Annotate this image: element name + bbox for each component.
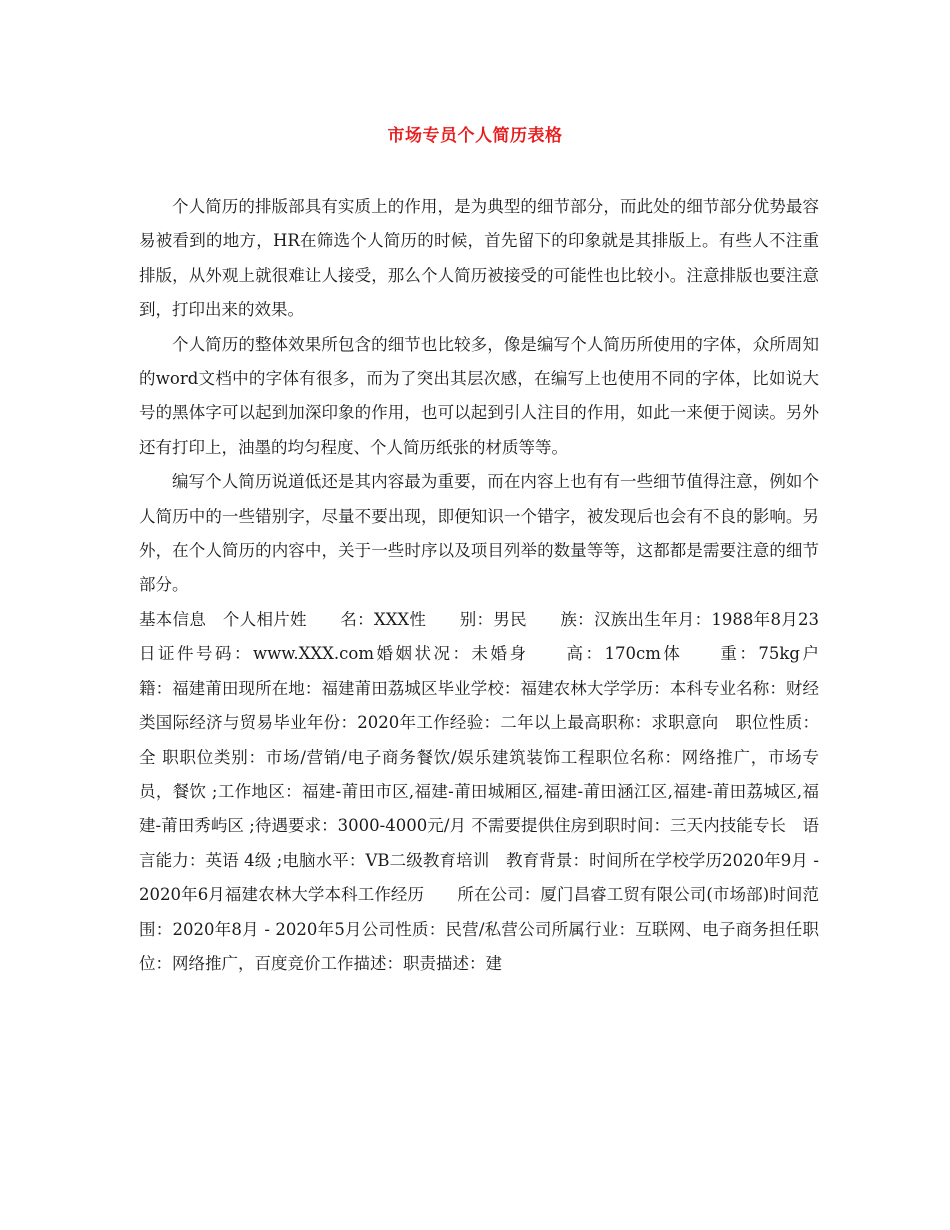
paragraph-overall-effect: 个人简历的整体效果所包含的细节也比较多，像是编写个人简历所使用的字体，众所周知的word文档中的字体有很多，而为了突出其层次感，在编写上也使用不同的字体，比如说大号的黑体字可以起到加深印象的作用，也可以起到引人注目的作用，如此一来便于阅读。另外还有打印上，油墨的均匀程度、个人简历纸张的材质等等。 — [139, 334, 819, 457]
document-title: 市场专员个人简历表格 — [387, 126, 563, 146]
document-body — [139, 190, 852, 981]
resume-info-block: 基本信息 个人相片姓 名：XXX性 别：男民 族：汉族出生年月：1988年8月23日证件号码：www.XXX.com婚姻状况：未婚身 高：170cm体 重：75kg户 籍：福建莆田现所在地：福建莆田荔城区毕业学校：福建农林大学学历：本科专业名称：财经类国际经济与贸易毕业年份：2020年工作经验：二年以上最高职称：求职意向 职位性质：全 职职位类别：市场/营销/电子商务餐饮/娱乐建筑装饰工程职位名称：网络推广，市场专员，餐饮 ;工作地区：福建-莆田市区,福建-莆田城厢区,福建-莆田涵江区,福建-莆田荔城区,福建-莆田秀屿区 ;待遇要求：3000-4000元/月 不需要提供住房到职时间：三天内技能专长 语言能力：英语 4级 ;电脑水平：VB二级教育培训 教育背景：时间所在学校学历2020年9月 - 2020年6月福建农林大学本科工作经历 所在公司：厦门昌睿工贸有限公司(市场部)时间范围：2020年8月 - 2020年5月公司性质：民营/私营公司所属行业：互联网、电子商务担任职位：网络推广，百度竞价工作描述：职责描述：建 — [139, 609, 852, 973]
paragraph-layout-importance: 个人简历的排版部具有实质上的作用，是为典型的细节部分，而此处的细节部分优势最容易被看到的地方，HR在筛选个人简历的时候，首先留下的印象就是其排版上。有些人不注重排版，从外观上就很难让人接受，那么个人简历被接受的可能性也比较小。注意排版也要注意到，打印出来的效果。 — [139, 197, 819, 320]
paragraph-content-importance: 编写个人简历说道低还是其内容最为重要，而在内容上也有有一些细节值得注意，例如个人简历中的一些错别字，尽量不要出现，即便知识一个错字，被发现后也会有不良的影响。另外，在个人简历的内容中，关于一些时序以及项目列举的数量等等，这都都是需要注意的细节部分。 — [139, 472, 819, 595]
